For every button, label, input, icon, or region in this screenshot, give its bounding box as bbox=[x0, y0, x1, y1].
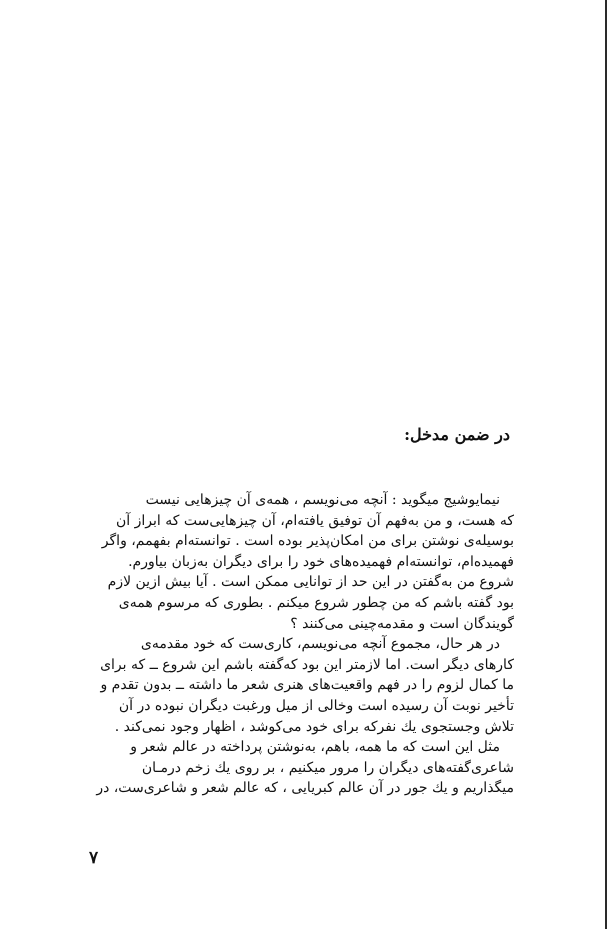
text-line: میگذاریم و یك جور در آن عالم کبریایی ، که عالم شعر و شاعری‌ست، در bbox=[96, 780, 514, 797]
paragraph-3 bbox=[89, 737, 514, 799]
text-line: بود گفته باشم که من چطور شروع میکنم . بطوری که مرسوم همه‌ی bbox=[118, 594, 514, 611]
paragraph-1 bbox=[89, 490, 514, 634]
body-text bbox=[89, 490, 514, 799]
paragraph-2 bbox=[89, 634, 514, 737]
text-line: شاعری‌گفته‌های دیگران را مرور میکنیم ، بر روی یك زخم درمـان bbox=[141, 759, 514, 776]
page-number: ۷ bbox=[89, 848, 99, 868]
text-line: شروع من به‌گفتن در این حد از توانایی ممکن است . آیا بیش ازین لازم bbox=[107, 574, 514, 591]
text-line: ما کمال لزوم را در فهم واقعیت‌های هنری شعر ما داشته ــ بدون تقدم و bbox=[100, 677, 514, 694]
text-line: کارهای دیگر است. اما لازمتر این بود که‌گفته باشم این شروع ــ که برای bbox=[100, 656, 514, 673]
section-heading: در ضمن مدخل: bbox=[404, 425, 510, 444]
text-line: تلاش وجستجوی یك نفرکه برای خود می‌کوشد ، اظهار وجود نمی‌کند . bbox=[114, 718, 514, 735]
text-line: در هر حال، مجموع آنچه می‌نویسم، کاری‌ست که خود مقدمه‌ی bbox=[140, 636, 500, 653]
text-line: که هست، و من به‌فهم آن توفیق یافته‌ام، آن چیزهایی‌ست که ابراز آن bbox=[115, 512, 514, 529]
text-line: بوسیله‌ی نوشتن برای من امکان‌پذیر بوده است . توانسته‌ام بفهمم، واگر bbox=[101, 533, 514, 550]
text-line: مثل این است که ما همه، باهم، به‌نوشتن پرداخته در عالم شعر و bbox=[130, 739, 500, 756]
text-line: تأخیر نوبت آن رسیده است وخالی از میل ورغبت دیگران نبوده در آن bbox=[118, 697, 514, 714]
text-line: نیمایوشیج میگوید : آنچه می‌نویسم ، همه‌ی آن چیزهایی نیست bbox=[145, 492, 500, 508]
text-line: گویندگان است و مقدمه‌چینی می‌کنند ؟ bbox=[290, 615, 514, 632]
text-line: فهمیده‌ام، توانسته‌ام فهمیده‌های خود را برای دیگران به‌زبان بیاورم. bbox=[128, 553, 514, 570]
